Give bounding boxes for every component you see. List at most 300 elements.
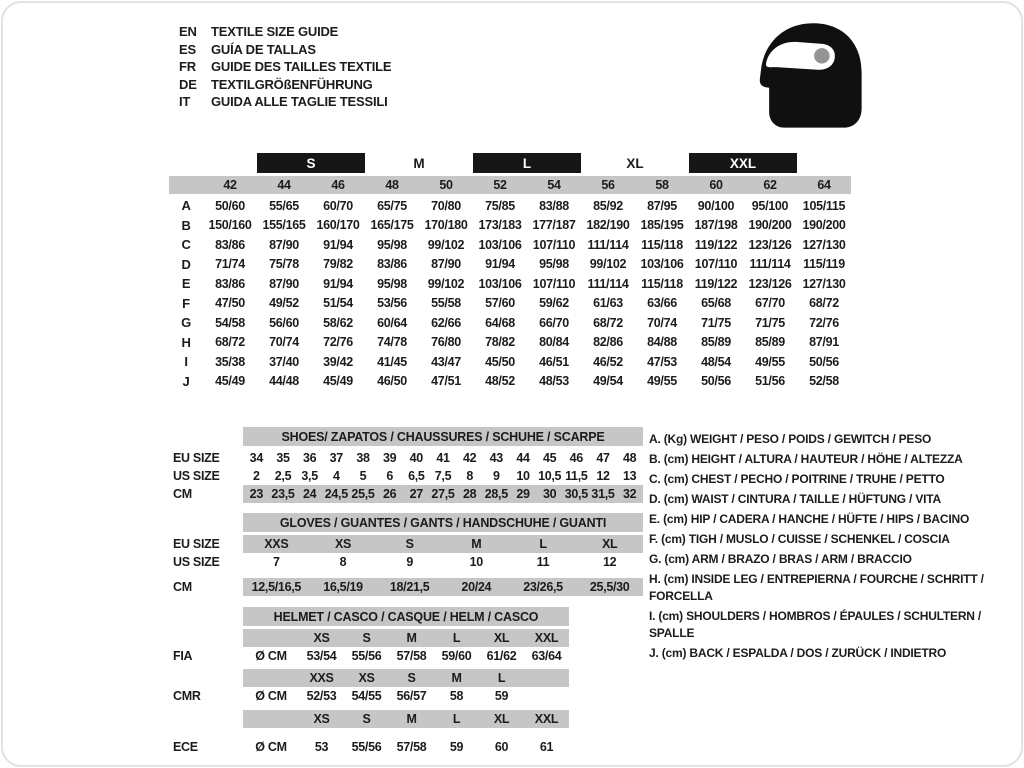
size-value-cell: 90/100 xyxy=(697,198,735,213)
row-cells xyxy=(243,485,643,503)
size-value-cell: 46/50 xyxy=(377,374,407,389)
size-value-cell: 63/66 xyxy=(647,296,677,311)
row-letter: I xyxy=(184,354,188,370)
value-cell: 10,5 xyxy=(538,469,562,483)
size-value-cell: 72/76 xyxy=(323,335,353,350)
size-guide-page xyxy=(1,1,1023,767)
value-cell: 29 xyxy=(516,487,530,501)
value-cell: 55/56 xyxy=(351,740,382,754)
size-header-cell: 60 xyxy=(709,178,723,192)
value-cell: 63/64 xyxy=(531,649,562,663)
size-value-cell: 150/160 xyxy=(208,218,252,233)
size-value-cell: 45/50 xyxy=(485,354,515,369)
size-value-cell: 83/88 xyxy=(539,198,569,213)
size-value-cell: 71/75 xyxy=(701,315,731,330)
language-row xyxy=(179,76,391,94)
size-value-cell: 173/183 xyxy=(478,218,522,233)
value-cell: XS xyxy=(313,712,330,726)
value-cell: 46 xyxy=(569,451,583,465)
value-cell: 12,5/16,5 xyxy=(251,580,302,594)
size-value-cell: 72/76 xyxy=(809,315,839,330)
measurement-row xyxy=(169,235,851,255)
shoes-rows xyxy=(169,449,643,503)
size-value-cell: 107/110 xyxy=(532,237,576,252)
row-letter: D xyxy=(181,256,191,272)
language-label: GUÍA DE TALLAS xyxy=(211,41,316,57)
value-cell: 48 xyxy=(623,451,637,465)
value-cell: XXL xyxy=(534,631,559,645)
value-cell: 5 xyxy=(359,469,367,483)
value-cell: 54/55 xyxy=(351,689,382,703)
value-cell: M xyxy=(451,671,462,685)
size-value-cell: 165/175 xyxy=(370,218,414,233)
row-letter: C xyxy=(181,237,191,253)
size-value-cell: 74/78 xyxy=(377,335,407,350)
row-cells xyxy=(243,738,569,756)
table-row xyxy=(169,629,569,647)
size-value-cell: 46/51 xyxy=(539,354,569,369)
size-value-cell: 37/40 xyxy=(269,354,299,369)
row-cells xyxy=(243,647,569,665)
legend-item: C. (cm) CHEST / PECHO / POITRINE / TRUHE / PETTO xyxy=(649,472,945,487)
diameter-unit-label: Ø CM xyxy=(255,740,287,754)
value-cell: 4 xyxy=(332,469,340,483)
size-value-cell: 48/54 xyxy=(701,354,731,369)
language-list xyxy=(179,23,391,111)
size-value-cell: 103/106 xyxy=(478,237,522,252)
size-value-cell: 87/91 xyxy=(809,335,839,350)
shoes-size-table xyxy=(169,427,643,503)
value-cell: 25,5 xyxy=(351,487,375,501)
value-cell: 43 xyxy=(489,451,503,465)
table-row xyxy=(169,553,643,571)
textile-size-table xyxy=(169,153,851,391)
value-cell: 59 xyxy=(449,740,464,754)
legend-item: A. (Kg) WEIGHT / PESO / POIDS / GEWITCH / PESO xyxy=(649,432,932,446)
value-cell: 10 xyxy=(516,469,530,483)
table-row xyxy=(169,687,569,705)
size-value-cell: 45/49 xyxy=(323,374,353,389)
size-value-cell: 66/70 xyxy=(539,315,569,330)
value-cell: XXS xyxy=(309,671,334,685)
size-value-cell: 127/130 xyxy=(802,276,846,291)
size-value-cell: 123/126 xyxy=(748,237,792,252)
size-group-m: M xyxy=(413,155,425,171)
size-value-cell: 111/114 xyxy=(587,276,629,291)
size-value-cell: 49/55 xyxy=(755,354,785,369)
legend-item: D. (cm) WAIST / CINTURA / TAILLE / HÜFTUNG / VITA xyxy=(649,492,941,507)
size-value-cell: 55/58 xyxy=(431,296,461,311)
value-cell: 34 xyxy=(249,451,263,465)
size-value-cell: 85/89 xyxy=(755,335,785,350)
measurement-row xyxy=(169,294,851,314)
size-header-cell: 56 xyxy=(601,178,615,192)
value-cell: 57/58 xyxy=(396,649,427,663)
value-cell: 27,5 xyxy=(431,487,455,501)
row-label: EU SIZE xyxy=(173,451,220,465)
value-cell: 44 xyxy=(516,451,530,465)
value-cell: 27 xyxy=(409,487,423,501)
legend-item: B. (cm) HEIGHT / ALTURA / HAUTEUR / HÖHE / ALTEZZA xyxy=(649,452,963,467)
table-row xyxy=(169,738,569,756)
row-letter: E xyxy=(181,276,191,292)
size-value-cell: 49/55 xyxy=(647,374,677,389)
row-cells xyxy=(243,467,643,485)
language-code: EN xyxy=(179,24,197,39)
size-value-cell: 47/53 xyxy=(647,354,677,369)
gloves-size-table xyxy=(169,513,643,596)
measurement-row xyxy=(169,352,851,372)
value-cell: XL xyxy=(601,537,618,551)
value-cell: 35 xyxy=(276,451,290,465)
size-value-cell: 60/70 xyxy=(323,198,353,213)
value-cell: 23/26,5 xyxy=(523,580,563,594)
size-value-cell: 91/94 xyxy=(323,237,353,252)
value-cell: 60 xyxy=(494,740,509,754)
size-value-cell: 71/74 xyxy=(215,257,245,272)
row-cells xyxy=(243,449,643,467)
value-cell: 8 xyxy=(466,469,473,483)
size-value-cell: 103/106 xyxy=(640,257,684,272)
value-cell: 16,5/19 xyxy=(323,580,363,594)
row-label: CMR xyxy=(173,689,201,703)
size-value-cell: 54/58 xyxy=(215,315,245,330)
language-label: GUIDA ALLE TAGLIE TESSILI xyxy=(211,94,388,109)
size-value-cell: 52/58 xyxy=(809,374,839,389)
value-cell: 2 xyxy=(253,469,260,483)
value-cell: 20/24 xyxy=(461,580,492,594)
value-cell: 61/62 xyxy=(486,649,517,663)
row-label: CM xyxy=(173,487,192,501)
value-cell: 40 xyxy=(409,451,423,465)
value-cell: 31,5 xyxy=(591,487,615,501)
measurement-row xyxy=(169,333,851,353)
value-cell: 42 xyxy=(463,451,477,465)
size-header-cell: 46 xyxy=(331,178,345,192)
language-label: TEXTILGRÖßENFÜHRUNG xyxy=(211,76,373,92)
size-value-cell: 57/60 xyxy=(485,296,515,311)
value-cell: 23,5 xyxy=(271,487,295,501)
language-row xyxy=(179,23,391,41)
size-value-cell: 51/54 xyxy=(323,296,353,311)
size-value-cell: 87/90 xyxy=(269,237,299,252)
size-value-cell: 85/92 xyxy=(593,198,623,213)
language-row xyxy=(179,58,391,76)
row-cells xyxy=(243,710,569,728)
size-value-cell: 76/80 xyxy=(431,335,461,350)
size-value-cell: 83/86 xyxy=(215,276,245,291)
size-value-cell: 127/130 xyxy=(802,237,846,252)
value-cell: XXL xyxy=(534,712,559,726)
legend-item: J. (cm) BACK / ESPALDA / DOS / ZURÜCK / INDIETRO xyxy=(649,646,947,661)
value-cell: 12 xyxy=(603,555,617,569)
value-cell: L xyxy=(452,712,461,726)
value-cell: 10 xyxy=(469,555,483,569)
size-value-cell: 60/64 xyxy=(377,315,407,330)
size-value-cell: 123/126 xyxy=(748,276,792,291)
size-value-cell: 80/84 xyxy=(539,335,569,350)
size-value-cell: 64/68 xyxy=(485,315,515,330)
language-code: FR xyxy=(179,59,196,74)
table-row xyxy=(169,467,643,485)
row-cells xyxy=(243,629,569,647)
size-header-cell: 54 xyxy=(547,178,561,192)
value-cell: 6,5 xyxy=(408,469,425,483)
value-cell: 24,5 xyxy=(324,487,348,501)
diameter-unit-label: Ø CM xyxy=(255,649,287,663)
size-value-cell: 50/60 xyxy=(215,198,245,213)
size-value-cell: 99/102 xyxy=(589,257,627,272)
size-group-header-row xyxy=(169,153,851,173)
size-value-cell: 68/72 xyxy=(809,296,839,311)
row-label: EU SIZE xyxy=(173,537,220,551)
size-value-cell: 103/106 xyxy=(478,276,522,291)
table-row xyxy=(169,710,569,728)
size-value-cell: 75/78 xyxy=(269,257,299,272)
value-cell: 30 xyxy=(543,487,557,501)
value-cell: 28 xyxy=(463,487,477,501)
size-value-cell: 55/65 xyxy=(269,198,299,213)
row-label: US SIZE xyxy=(173,555,220,569)
value-cell: 13 xyxy=(623,469,637,483)
shoes-table-title: SHOES/ ZAPATOS / CHAUSSURES / SCHUHE / SCARPE xyxy=(243,427,643,446)
value-cell: 45 xyxy=(543,451,557,465)
size-value-cell: 95/98 xyxy=(539,257,569,272)
size-header-cell: 62 xyxy=(763,178,777,192)
size-value-cell: 119/122 xyxy=(694,276,738,291)
helmet-rows xyxy=(169,629,569,756)
value-cell: 25,5/30 xyxy=(589,580,630,594)
size-value-cell: 83/86 xyxy=(215,237,245,252)
value-cell: 58 xyxy=(449,689,464,703)
row-letter: F xyxy=(182,295,190,311)
size-value-cell: 70/74 xyxy=(647,315,677,330)
table-row xyxy=(169,485,643,503)
row-cells xyxy=(243,553,643,571)
value-cell: 39 xyxy=(383,451,397,465)
value-cell: L xyxy=(539,537,547,551)
value-cell: M xyxy=(471,537,482,551)
size-value-cell: 43/47 xyxy=(431,354,461,369)
row-label: US SIZE xyxy=(173,469,220,483)
value-cell: 52/53 xyxy=(306,689,337,703)
value-cell: 9 xyxy=(492,469,500,483)
value-cell: 18/21,5 xyxy=(389,580,430,594)
row-cells xyxy=(243,669,569,687)
value-cell: 23 xyxy=(249,487,263,501)
size-value-cell: 35/38 xyxy=(215,354,245,369)
size-value-cell: 83/86 xyxy=(377,257,407,272)
size-value-cell: 85/89 xyxy=(701,335,731,350)
helmet-table-title: HELMET / CASCO / CASQUE / HELM / CASCO xyxy=(243,607,569,626)
size-value-cell: 115/118 xyxy=(641,237,683,252)
size-value-cell: 71/75 xyxy=(755,315,785,330)
size-value-cell: 95/100 xyxy=(751,198,789,213)
size-group-s: S xyxy=(257,153,365,173)
measurement-row xyxy=(169,216,851,236)
size-value-cell: 187/198 xyxy=(694,218,738,233)
size-value-cell: 58/62 xyxy=(323,315,353,330)
table-row xyxy=(169,669,569,687)
legend-item: H. (cm) INSIDE LEG / ENTREPIERNA / FOURCHE / SCHRITT / FORCELLA xyxy=(649,572,984,604)
size-value-cell: 87/90 xyxy=(269,276,299,291)
value-cell: 11,5 xyxy=(565,469,588,483)
size-value-cell: 49/54 xyxy=(593,374,623,389)
size-value-cell: 91/94 xyxy=(323,276,353,291)
value-cell: 57/58 xyxy=(396,740,427,754)
row-letter: H xyxy=(181,334,191,350)
size-value-cell: 68/72 xyxy=(215,335,245,350)
value-cell: 12 xyxy=(596,469,610,483)
row-letter: G xyxy=(181,315,191,331)
helmet-title-row xyxy=(169,607,569,626)
table-row xyxy=(169,647,569,665)
size-value-cell: 47/51 xyxy=(431,374,461,389)
size-value-cell: 65/68 xyxy=(701,296,731,311)
value-cell: 41 xyxy=(436,451,450,465)
size-value-cell: 82/86 xyxy=(593,335,623,350)
size-group-xl: XL xyxy=(626,155,644,171)
value-cell: 30,5 xyxy=(564,487,588,501)
legend-item: E. (cm) HIP / CADERA / HANCHE / HÜFTE / HIPS / BACINO xyxy=(649,512,970,527)
value-cell: 59 xyxy=(494,689,509,703)
value-cell: 11 xyxy=(536,555,550,569)
size-value-cell: 53/56 xyxy=(377,296,407,311)
size-value-cell: 75/85 xyxy=(485,198,515,213)
value-cell: L xyxy=(452,631,461,645)
size-value-cell: 67/70 xyxy=(755,296,785,311)
measurement-row xyxy=(169,313,851,333)
value-cell: 7,5 xyxy=(434,469,452,483)
value-cell: 28,5 xyxy=(484,487,508,501)
table-row xyxy=(169,535,643,553)
value-cell: 56/57 xyxy=(396,689,427,703)
row-cells xyxy=(243,687,569,705)
size-value-cell: 84/88 xyxy=(647,335,677,350)
size-value-cell: 185/195 xyxy=(640,218,684,233)
size-value-cell: 78/82 xyxy=(485,335,515,350)
size-value-cell: 51/56 xyxy=(755,374,785,389)
size-header-row xyxy=(169,176,851,194)
value-cell: 61 xyxy=(539,740,554,754)
value-cell: XS xyxy=(358,671,375,685)
value-cell: 24 xyxy=(303,487,317,501)
size-value-cell: 79/82 xyxy=(323,257,353,272)
size-header-cell: 48 xyxy=(385,178,399,192)
size-value-cell: 41/45 xyxy=(377,354,407,369)
value-cell: 47 xyxy=(596,451,610,465)
size-value-cell: 105/115 xyxy=(802,198,846,213)
size-value-cell: 62/66 xyxy=(431,315,461,330)
size-value-cell: 95/98 xyxy=(377,276,407,291)
value-cell: S xyxy=(362,631,371,645)
size-value-cell: 65/75 xyxy=(377,198,407,213)
size-value-cell: 91/94 xyxy=(485,257,515,272)
size-value-cell: 39/42 xyxy=(323,354,353,369)
size-value-cell: 95/98 xyxy=(377,237,407,252)
diameter-unit-label: Ø CM xyxy=(255,689,287,703)
size-value-cell: 177/187 xyxy=(532,218,576,233)
language-label: TEXTILE SIZE GUIDE xyxy=(211,24,339,39)
size-value-cell: 59/62 xyxy=(539,296,569,311)
row-letter: B xyxy=(181,217,191,233)
size-value-cell: 160/170 xyxy=(316,218,360,233)
size-value-cell: 155/165 xyxy=(262,218,306,233)
size-value-cell: 99/102 xyxy=(427,237,465,252)
gloves-rows xyxy=(169,535,643,596)
language-code: IT xyxy=(179,94,191,109)
language-code: ES xyxy=(179,41,196,57)
size-header-cell: 42 xyxy=(223,178,237,192)
value-cell: 8 xyxy=(339,555,347,569)
size-header-cell: 64 xyxy=(817,178,831,192)
size-value-cell: 99/102 xyxy=(427,276,465,291)
row-label: ECE xyxy=(173,740,198,754)
size-header-cell: 50 xyxy=(439,178,453,192)
size-value-cell: 170/180 xyxy=(424,218,468,233)
gloves-table-title: GLOVES / GUANTES / GANTS / HANDSCHUHE / GUANTI xyxy=(243,513,643,532)
language-row xyxy=(179,41,391,59)
row-letter: J xyxy=(182,373,190,389)
value-cell: M xyxy=(406,631,417,645)
size-value-cell: 45/49 xyxy=(215,374,245,389)
size-value-cell: 87/95 xyxy=(647,198,677,213)
row-label: FIA xyxy=(173,649,193,663)
size-value-cell: 107/110 xyxy=(694,257,738,272)
helmet-logo-icon xyxy=(749,19,873,135)
language-label: GUIDE DES TAILLES TEXTILE xyxy=(211,59,392,74)
value-cell: 37 xyxy=(329,451,343,465)
size-value-cell: 115/118 xyxy=(641,276,683,291)
row-cells xyxy=(243,535,643,553)
size-value-cell: 107/110 xyxy=(532,276,576,291)
legend-item: I. (cm) SHOULDERS / HOMBROS / ÉPAULES / SCHULTERN / SPALLE xyxy=(649,609,982,641)
gloves-title-row xyxy=(169,513,643,532)
measurement-legend xyxy=(649,431,1009,665)
size-group-xxl: XXL xyxy=(689,153,797,173)
size-value-cell: 49/52 xyxy=(269,296,299,311)
value-cell: XXS xyxy=(264,537,289,551)
helmet-size-table xyxy=(169,607,569,756)
value-cell: XL xyxy=(493,712,510,726)
value-cell: S xyxy=(362,712,371,726)
size-value-cell: 111/114 xyxy=(587,237,629,252)
row-letter: A xyxy=(181,198,191,214)
value-cell: 26 xyxy=(383,487,397,501)
size-header-cell: 52 xyxy=(493,178,507,192)
size-value-cell: 48/52 xyxy=(485,374,515,389)
measurement-row xyxy=(169,372,851,392)
value-cell: 59/60 xyxy=(441,649,472,663)
value-cell: XS xyxy=(313,631,330,645)
size-header-cell: 44 xyxy=(277,178,291,192)
size-value-cell: 70/74 xyxy=(269,335,299,350)
legend-item: F. (cm) TIGH / MUSLO / CUISSE / SCHENKEL / COSCIA xyxy=(649,532,950,547)
value-cell: 55/56 xyxy=(351,649,382,663)
row-cells xyxy=(243,578,643,596)
size-value-cell: 47/50 xyxy=(215,296,245,311)
size-value-cell: 46/52 xyxy=(593,354,623,369)
measurement-row xyxy=(169,274,851,294)
size-value-cell: 50/56 xyxy=(701,374,731,389)
value-cell: S xyxy=(405,537,414,551)
language-row xyxy=(179,93,391,111)
table-row xyxy=(169,449,643,467)
value-cell: XL xyxy=(493,631,510,645)
value-cell: 9 xyxy=(406,555,413,569)
value-cell: 3,5 xyxy=(301,469,318,483)
language-code: DE xyxy=(179,76,197,92)
